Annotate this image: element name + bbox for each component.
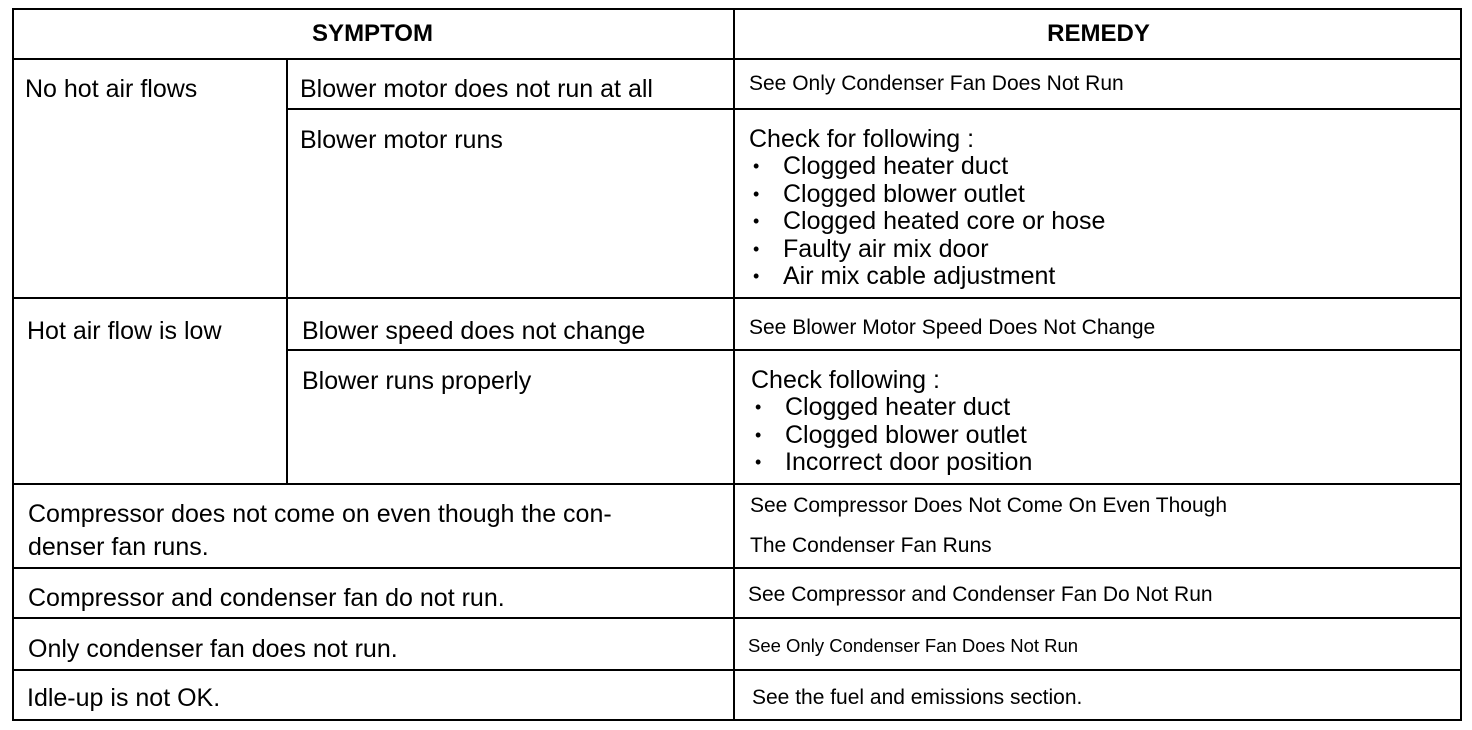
remedy-text: See Only Condenser Fan Does Not Run [748, 635, 1079, 656]
column-divider [286, 58, 288, 484]
symptom-group-low-hot-air: Hot air flow is low [27, 317, 222, 345]
remedy-text: See the fuel and emissions section. [752, 686, 1083, 709]
bullet-icon: • [753, 156, 760, 176]
remedy-checklist [751, 366, 1032, 477]
list-item: • Clogged blower outlet [755, 420, 1027, 449]
bullet-icon: • [755, 452, 762, 472]
symptom-text: Only condenser fan does not run. [28, 635, 398, 663]
symptom-text: denser fan runs. [28, 533, 209, 561]
symptom-detail: Blower motor does not run at all [300, 75, 653, 103]
symptom-text: Idle-up is not OK. [27, 684, 221, 712]
symptom-group-no-hot-air: No hot air flows [25, 75, 198, 103]
troubleshooting-table [12, 8, 1462, 721]
symptom-text: Compressor and condenser fan do not run. [28, 584, 505, 612]
list-item: • Incorrect door position [755, 448, 1033, 476]
symptom-text: Compressor does not come on even though the con- [28, 500, 612, 528]
remedy-header: REMEDY [1047, 20, 1150, 47]
remedy-text: See Compressor and Condenser Fan Do Not Run [748, 583, 1213, 606]
symptom-detail: Blower speed does not change [302, 317, 646, 345]
row-divider [287, 349, 1462, 351]
list-item: • Clogged heater duct [755, 393, 1011, 421]
list-item: • Clogged heated core or hose [753, 207, 1106, 235]
bullet-icon: • [753, 238, 760, 259]
bullet-icon: • [753, 211, 760, 231]
remedy-text: See Blower Motor Speed Does Not Change [749, 316, 1156, 339]
checklist [749, 153, 1105, 291]
bullet-icon: • [755, 424, 762, 445]
bullet-icon: • [755, 397, 762, 417]
list-item: • Faulty air mix door [753, 234, 989, 263]
checklist-intro: Check for following : [749, 125, 975, 153]
row-divider [12, 617, 1462, 619]
list-item: • Clogged heater duct [753, 152, 1009, 180]
column-divider [733, 8, 735, 721]
row-divider [12, 669, 1462, 671]
remedy-text: The Condenser Fan Runs [750, 534, 992, 557]
row-divider [287, 108, 1462, 110]
remedy-checklist [749, 125, 1105, 291]
symptom-header: SYMPTOM [312, 20, 433, 47]
bullet-icon: • [753, 183, 760, 204]
row-divider [12, 58, 1462, 60]
list-item: • Air mix cable adjustment [753, 262, 1056, 290]
row-divider [12, 483, 1462, 485]
remedy-text: See Only Condenser Fan Does Not Run [749, 72, 1124, 95]
checklist [751, 394, 1032, 477]
symptom-detail: Blower motor runs [300, 126, 503, 154]
row-divider [12, 567, 1462, 569]
checklist-intro: Check following : [751, 366, 940, 394]
bullet-icon: • [753, 266, 760, 286]
row-divider [12, 297, 1462, 299]
symptom-detail: Blower runs properly [302, 367, 532, 395]
list-item: • Clogged blower outlet [753, 179, 1025, 208]
remedy-text: See Compressor Does Not Come On Even Though [750, 494, 1228, 517]
